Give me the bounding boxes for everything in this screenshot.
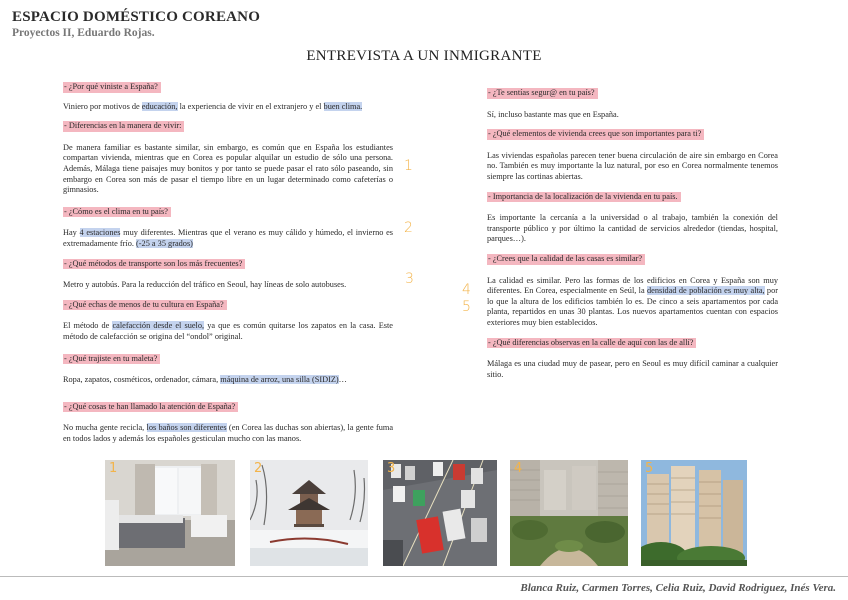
highlight: máquina de arroz, una silla (SIDIZ) [220,375,339,385]
answer-text: Ropa, zapatos, cosméticos, ordenador, cámara, máquina de arroz, una silla (SIDIZ)… [63,375,347,385]
question-heading: - ¿Te sentías segur@ en tu país? [487,88,598,99]
highlight: los baños son diferentes [146,423,227,433]
side-number: 5 [462,299,471,315]
question-heading: - ¿Qué trajiste en tu maleta? [63,354,160,365]
side-number: 2 [404,220,413,236]
photo-courtyard [510,460,628,566]
highlight: (-25 a 35 grados) [136,238,193,248]
question-heading: - Diferencias en la manera de vivir: [63,121,184,132]
answer-text: Málaga es una ciudad muy de pasear, pero en Seoul es muy difícil caminar a cualquier sitio. [487,359,778,379]
question-heading: - ¿Por qué viniste a España? [63,82,161,93]
photo-pavilion [250,460,368,566]
answer-text: La calidad es similar. Pero las formas de los edificios en Corea y España son muy diferentes. En Corea, especialmente en Seúl, la densidad de población es muy alta, por lo que la altura de los edificios también lo es. De cinco a seis apartamentos por cada planta, repartidos en unas 30 plantas. Los nuevos apartamentos cuentan con espacios exteriores muy bien establecidos. [487,275,778,327]
question-heading: - ¿Qué elementos de vivienda crees que son importantes para ti? [487,129,704,140]
side-number: 4 [462,282,471,298]
question-heading: - ¿Qué métodos de transporte son los más frecuentes? [63,259,245,270]
question-heading: - ¿Crees que la calidad de las casas es similar? [487,254,645,265]
footer-authors: Blanca Ruiz, Carmen Torres, Celia Ruiz, David Rodriguez, Inés Vera. [520,582,836,594]
photo-strip [0,460,848,566]
photo-number: 4 [514,461,523,476]
answer-text: El método de calefacción desde el suelo, ya que es común quitarse los zapatos en la casa. Este método de calefacción se origina del “ondol” original. [63,321,393,341]
left-column [63,82,393,444]
photo-traffic [383,460,497,566]
highlight: buen clima. [323,101,363,111]
answer-text: Sí, incluso bastante mas que en España. [487,109,619,119]
question-heading: - Importancia de la localización de la vivienda en tu país. [487,192,681,203]
question-heading: - ¿Qué echas de menos de tu cultura en España? [63,300,227,311]
photo-highrise [641,460,747,566]
answer-text: Metro y autobús. Para la reducción del tráfico en Seoul, hay líneas de solo autobuses. [63,280,347,290]
photo-number: 1 [109,461,118,476]
photo-number: 2 [254,461,263,476]
right-column [487,88,778,380]
answer-text: Hay 4 estaciones muy diferentes. Mientras que el verano es muy cálido y húmedo, el invierno es extremadamente frío. (-25 a 35 grados) [63,228,393,248]
highlight: densidad de población es muy alta, [647,286,765,296]
answer-text: Es importante la cercanía a la universidad o al trabajo, también la conexión del transporte público y por último la cantidad de servicios alrededor (tiendas, hospital, parques…). [487,213,778,244]
answer-text: No mucha gente recicla, los baños son diferentes (en Corea las duchas son abiertas), la gente fuma en todos lados y además los españoles gesticulan mucho con las manos. [63,423,394,443]
highlight: 4 estaciones [79,228,121,238]
header-title: ESPACIO DOMÉSTICO COREANO [12,9,261,25]
highlight: calefacción desde el suelo, [112,321,205,331]
highlight: educación, [141,101,178,111]
question-heading: - ¿Cómo es el clima en tu país? [63,207,171,218]
photo-number: 5 [645,461,654,476]
page-title: ENTREVISTA A UN INMIGRANTE [306,48,542,64]
photo-number: 3 [387,461,396,476]
photo-interior [105,460,235,566]
side-number: 1 [404,158,413,174]
answer-text: Las viviendas españolas parecen tener buena circulación de aire sin embargo en Corea no. También es muy importante la luz natural, por eso en Corea normalmente tenemos siempre las cortinas abiertas. [487,150,778,181]
answer-text: Viniero por motivos de educación, la experiencia de vivir en el extranjero y el buen clima. [63,101,363,111]
side-number: 3 [405,271,414,287]
answer-text: De manera familiar es bastante similar, sin embargo, es común que en España los estudiantes compartan vivienda, mientras que en Corea es popular alquilar un estudio de sólo una persona. Además, Málaga tiene paisajes muy bonitos y por tanto se puede pasar el rato sólo paseando, sin embargo en Corea son más de pasar el tiempo libre en un lugar determinado como cafeterías o gimnasios. [63,142,393,195]
question-heading: - ¿Qué diferencias observas en la calle de aquí con las de allí? [487,338,696,349]
header-subtitle: Proyectos II, Eduardo Rojas. [12,27,155,39]
footer-divider [0,576,848,577]
question-heading: - ¿Qué cosas te han llamado la atención de España? [63,402,238,413]
